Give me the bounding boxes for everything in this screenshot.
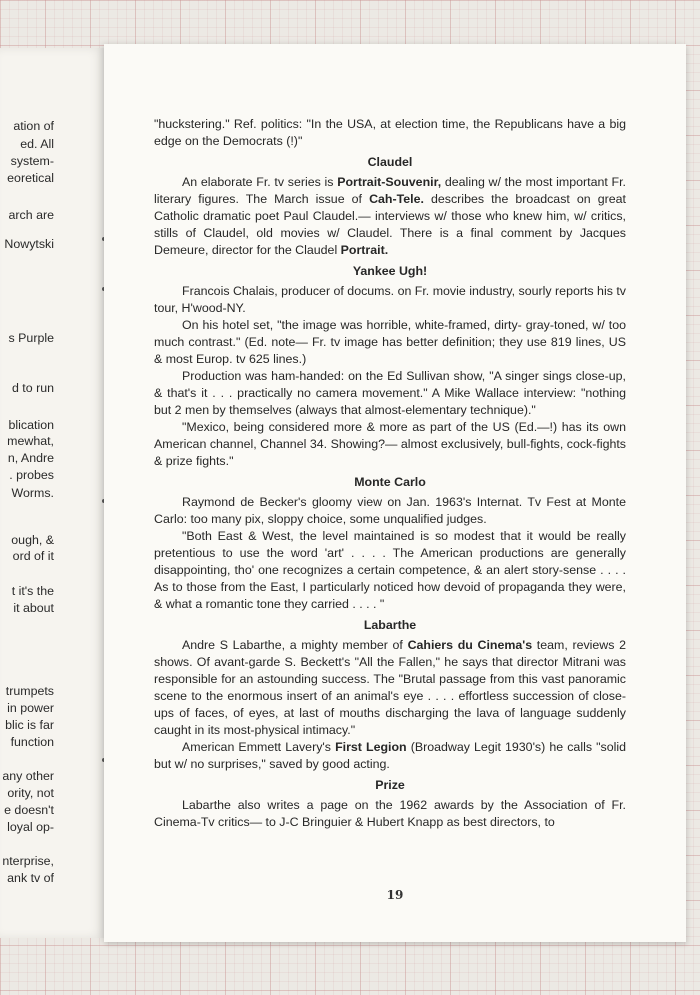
paragraph: On his hotel set, "the image was horrible, white-framed, dirty- gray-toned, w/ too much contrast." (Ed. note— Fr. tv image has better definition; they use 819 lines, US & most Europ. tv 625 lines.) bbox=[154, 318, 626, 366]
left-fragment: ation of bbox=[13, 119, 54, 133]
left-fragment: system- bbox=[10, 154, 54, 168]
left-fragment: ed. All bbox=[20, 137, 54, 151]
article-body bbox=[154, 116, 626, 831]
text-run: Andre S Labarthe, a mighty member of bbox=[182, 638, 408, 652]
right-page bbox=[104, 44, 686, 942]
left-fragment: ough, & bbox=[11, 533, 54, 547]
bold-title: Cah-Tele. bbox=[369, 192, 424, 206]
left-page bbox=[0, 48, 104, 938]
left-fragment: function bbox=[10, 735, 54, 749]
left-fragment: Worms. bbox=[11, 486, 54, 500]
paragraph: Francois Chalais, producer of docums. on Fr. movie industry, sourly reports his tv tour, H'wood-NY. bbox=[154, 284, 626, 315]
left-fragment: n, Andre bbox=[7, 451, 54, 465]
page-number: 19 bbox=[386, 888, 404, 902]
left-fragment: e doesn't bbox=[4, 803, 54, 817]
left-fragment: blic is far bbox=[5, 718, 54, 732]
text-run: team, reviews 2 shows. Of avant-garde S. Beckett's "All the Fallen," he says that director Mitrani was responsible for an astounding success. The "Brutal passage from this vast panoramic scene to the enormous insert of an animal's eye . . . . effortless succession of close-ups of faces, of eyes, at last of mouths discharging the lava of language suddenly caught in its most-physical intimacy." bbox=[154, 638, 627, 737]
bold-title: Cahiers du Cinema's bbox=[407, 638, 533, 652]
left-fragment: eoretical bbox=[7, 171, 54, 185]
heading-monte-carlo: Monte Carlo bbox=[354, 475, 426, 489]
left-fragment: Nowytski bbox=[4, 237, 54, 251]
text-run: An elaborate Fr. tv series is bbox=[182, 175, 338, 189]
paragraph bbox=[154, 637, 626, 739]
heading-claudel: Claudel bbox=[367, 155, 413, 169]
left-fragment: arch are bbox=[8, 208, 54, 222]
intro-paragraph: "huckstering." Ref. politics: "In the USA, at election time, the Republicans have a big edge on the Democrats (!)" bbox=[154, 117, 626, 148]
text-run: describes the broadcast on great Catholic dramatic poet Paul Claudel.— interviews w/ those who knew him, w/ critics, stills of Claudel, old movies w/ Claudel. There is a final comment by Jacques Demeure, director for the Claudel bbox=[154, 192, 627, 257]
heading-yankee-ugh: Yankee Ugh! bbox=[352, 264, 428, 278]
paragraph bbox=[154, 174, 626, 259]
left-fragment: mewhat, bbox=[7, 434, 54, 448]
left-fragment: ord of it bbox=[12, 549, 54, 563]
left-fragment: it about bbox=[13, 601, 54, 615]
text-run: dealing w/ the most important Fr. literary figures. The March issue of bbox=[154, 175, 626, 206]
left-fragment: s Purple bbox=[8, 331, 54, 345]
left-fragment: nterprise, bbox=[2, 854, 54, 868]
paragraph: "Both East & West, the level maintained is so modest that it would be really pretentious to use the word 'art' . . . . The American productions are generally disappointing, tho' one recognizes a certain competence, & an alert story-sense . . . . As to those from the East, I particularly noticed how devoid of propaganda they were, & what a romantic tone they carried . . . . " bbox=[154, 529, 626, 611]
left-fragment: blication bbox=[8, 418, 54, 432]
heading-prize: Prize bbox=[375, 778, 405, 792]
bold-title: Portrait-Souvenir, bbox=[337, 175, 442, 189]
left-fragment: . probes bbox=[9, 468, 54, 482]
left-fragment: trumpets bbox=[5, 684, 54, 698]
bold-title: Portrait. bbox=[340, 243, 389, 257]
paragraph: "Mexico, being considered more & more as part of the US (Ed.—!) has its own American channel, Channel 34. Showing?— almost exclusively, bull-fights, cock-fights & prize fights." bbox=[154, 420, 626, 468]
paragraph: Production was ham-handed: on the Ed Sullivan show, "A singer sings close-up, & that's it . . . practically no camera movement." A Mike Wallace interview: "nothing but 2 men by themselves (always that almost-elementary technique)." bbox=[154, 369, 626, 417]
paragraph: Labarthe also writes a page on the 1962 awards by the Association of Fr. Cinema-Tv critics— to J-C Bringuier & Hubert Knapp as best directors, to bbox=[154, 798, 626, 829]
left-fragment: in power bbox=[7, 701, 54, 715]
heading-labarthe: Labarthe bbox=[363, 618, 417, 632]
left-fragment: any other bbox=[2, 769, 54, 783]
left-fragment: ority, not bbox=[7, 786, 54, 800]
paragraph: Raymond de Becker's gloomy view on Jan. 1963's Internat. Tv Fest at Monte Carlo: too many pix, sloppy choice, some unqualified judges. bbox=[154, 495, 626, 526]
left-fragment: ank tv of bbox=[7, 871, 54, 885]
text-run: American Emmett Lavery's bbox=[182, 740, 336, 754]
text-run: (Broadway Legit 1930's) he calls "solid but w/ no surprises," saved by good acting. bbox=[154, 740, 626, 771]
left-fragment: t it's the bbox=[11, 584, 54, 598]
paragraph bbox=[154, 739, 626, 773]
left-fragment: d to run bbox=[11, 381, 54, 395]
left-fragment: loyal op- bbox=[7, 820, 54, 834]
bold-title: First Legion bbox=[335, 740, 407, 754]
